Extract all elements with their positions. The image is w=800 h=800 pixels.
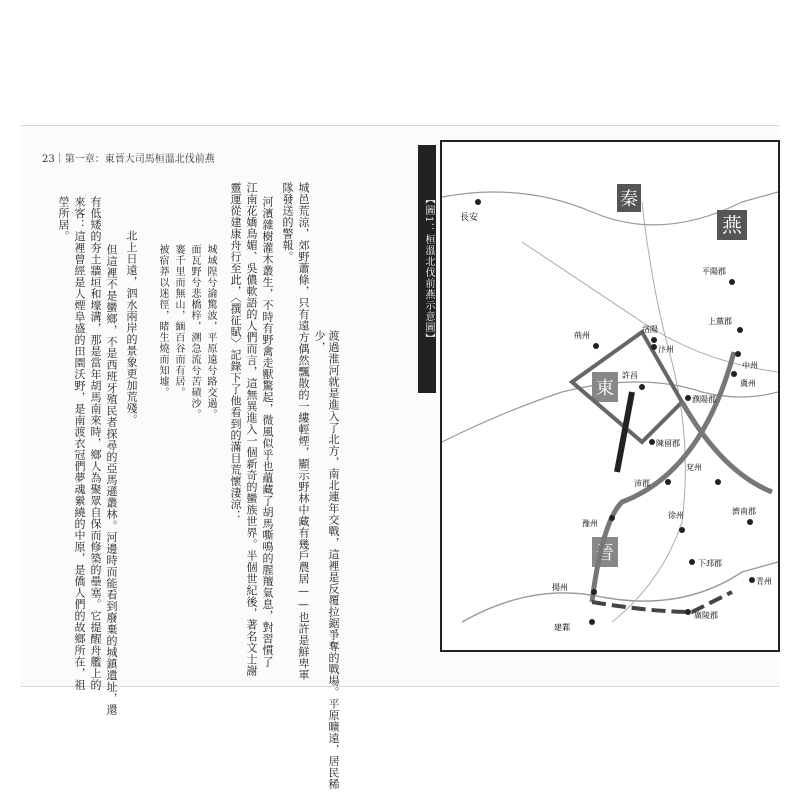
paragraph-1b: 城邑荒涼，郊野蕭條，只有遠方偶然飄散的一縷輕煙，顯示野林中藏有幾戶農居——也許是鮮卑軍 (297, 182, 310, 681)
paragraph-2: 河濱雜樹灌木叢生，不時有野禽走獸驚起，微風似乎也蘊藏了胡馬嘶鳴的腥羶氣息，對習慣了 (261, 196, 274, 668)
region-label-dong (592, 372, 618, 402)
city-yanzhou: 兗州 (686, 463, 702, 472)
svg-text:晉: 晉 (596, 543, 614, 564)
city-luoyang: 洛陽 (642, 325, 658, 334)
city-puyang: 濮陽郡 (692, 395, 716, 404)
city-zhongzhou: 中州 (742, 361, 758, 370)
route-east (682, 402, 772, 492)
paragraph-4b: 有低矮的夯土牆垣和壕溝，那是當年胡馬南來時，鄉人為聚眾自保而修築的壘塞。它提醒舟艦上的 (89, 196, 102, 691)
city-changan: 長安 (460, 213, 479, 223)
paragraph-2c: 靈運從建康舟行至此，〈撰征賦〉記錄下了他看到的滿目荒懷淒涼： (229, 182, 242, 522)
region-label-qin (617, 184, 641, 212)
verse-line-2: 面瓦野兮悲橋梓，溯急流兮苦磧沙。 (189, 244, 200, 420)
city-xuzhou: 徐州 (668, 511, 684, 520)
paragraph-3: 北上日遠，泗水兩岸的景象更加荒殘。 (125, 230, 138, 426)
paragraph-4: 但這裡不是蠻鄉，不是西班牙殖民者探尋的亞馬遜叢林。河邊時而能看到廢棄的城鎮遺址，還 (105, 244, 118, 716)
city-guangling: 廣陵郡 (694, 611, 718, 620)
svg-text:燕: 燕 (722, 213, 742, 237)
city-pingyang: 平陽郡 (702, 267, 726, 276)
svg-text:秦: 秦 (620, 189, 638, 210)
paragraph-2b: 江南花嬌鳥媚、吳儂軟語的人們而言，這無異進入一個新奇的蠻族世界。半個世紀後，著名文士謝 (245, 182, 258, 677)
city-xiapi: 下邳郡 (698, 559, 722, 568)
city-pei: 沛郡 (634, 479, 650, 488)
verse-line-1: 城域隍兮淪驚波，平原遠兮路交過。 (205, 244, 216, 420)
paragraph-4c: 來客：這裡曾經是人煙阜盛的田園沃野，是南渡衣冠們夢魂縈繞的中原，是僑人們的故鄉所在，祖 (73, 196, 86, 691)
map-svg (442, 142, 778, 650)
map-caption: 【圖1：桓溫北伐前燕示意圖】 (418, 145, 436, 393)
city-jianye: 建鄴 (554, 623, 570, 632)
verse-line-3: 褰千里而無山，緬百谷而有居。 (173, 244, 184, 398)
city-yangzhou: 揚州 (552, 583, 568, 592)
city-dot-changan (475, 199, 481, 205)
city-jinan: 濟南郡 (732, 507, 756, 516)
paragraph-1: 渡過淮河就是進入了北方，南北連年交戰，這裡是反覆拉鋸爭奪的戰場。平原曠遠，居民稀少， (313, 330, 340, 790)
city-shangdang: 上黨郡 (708, 317, 732, 326)
route-retreat (592, 592, 732, 612)
city-yuzhou: 豫州 (582, 519, 598, 528)
svg-text:東: 東 (596, 378, 614, 399)
verse-line-4: 被宿莽以迷徑，睹生燒而知墟。 (157, 244, 168, 398)
city-chenliu: 陳留郡 (656, 439, 680, 448)
city-markers (460, 199, 772, 632)
city-xuchang: 許昌 (622, 371, 638, 380)
paragraph-4d: 塋所居。 (57, 196, 70, 242)
city-bianzhou: 汴州 (658, 345, 674, 354)
paragraph-1c: 隊發送的警報。 (281, 182, 294, 263)
city-jingzhou: 荊州 (574, 331, 590, 340)
city-qingzhou: 青州 (756, 577, 772, 586)
region-label-yan (717, 210, 747, 240)
city-jizhou: 冀州 (740, 379, 756, 388)
campaign-map (440, 140, 780, 652)
running-head: 23｜第一章：東晉大司馬桓溫北伐前燕 (42, 154, 215, 165)
